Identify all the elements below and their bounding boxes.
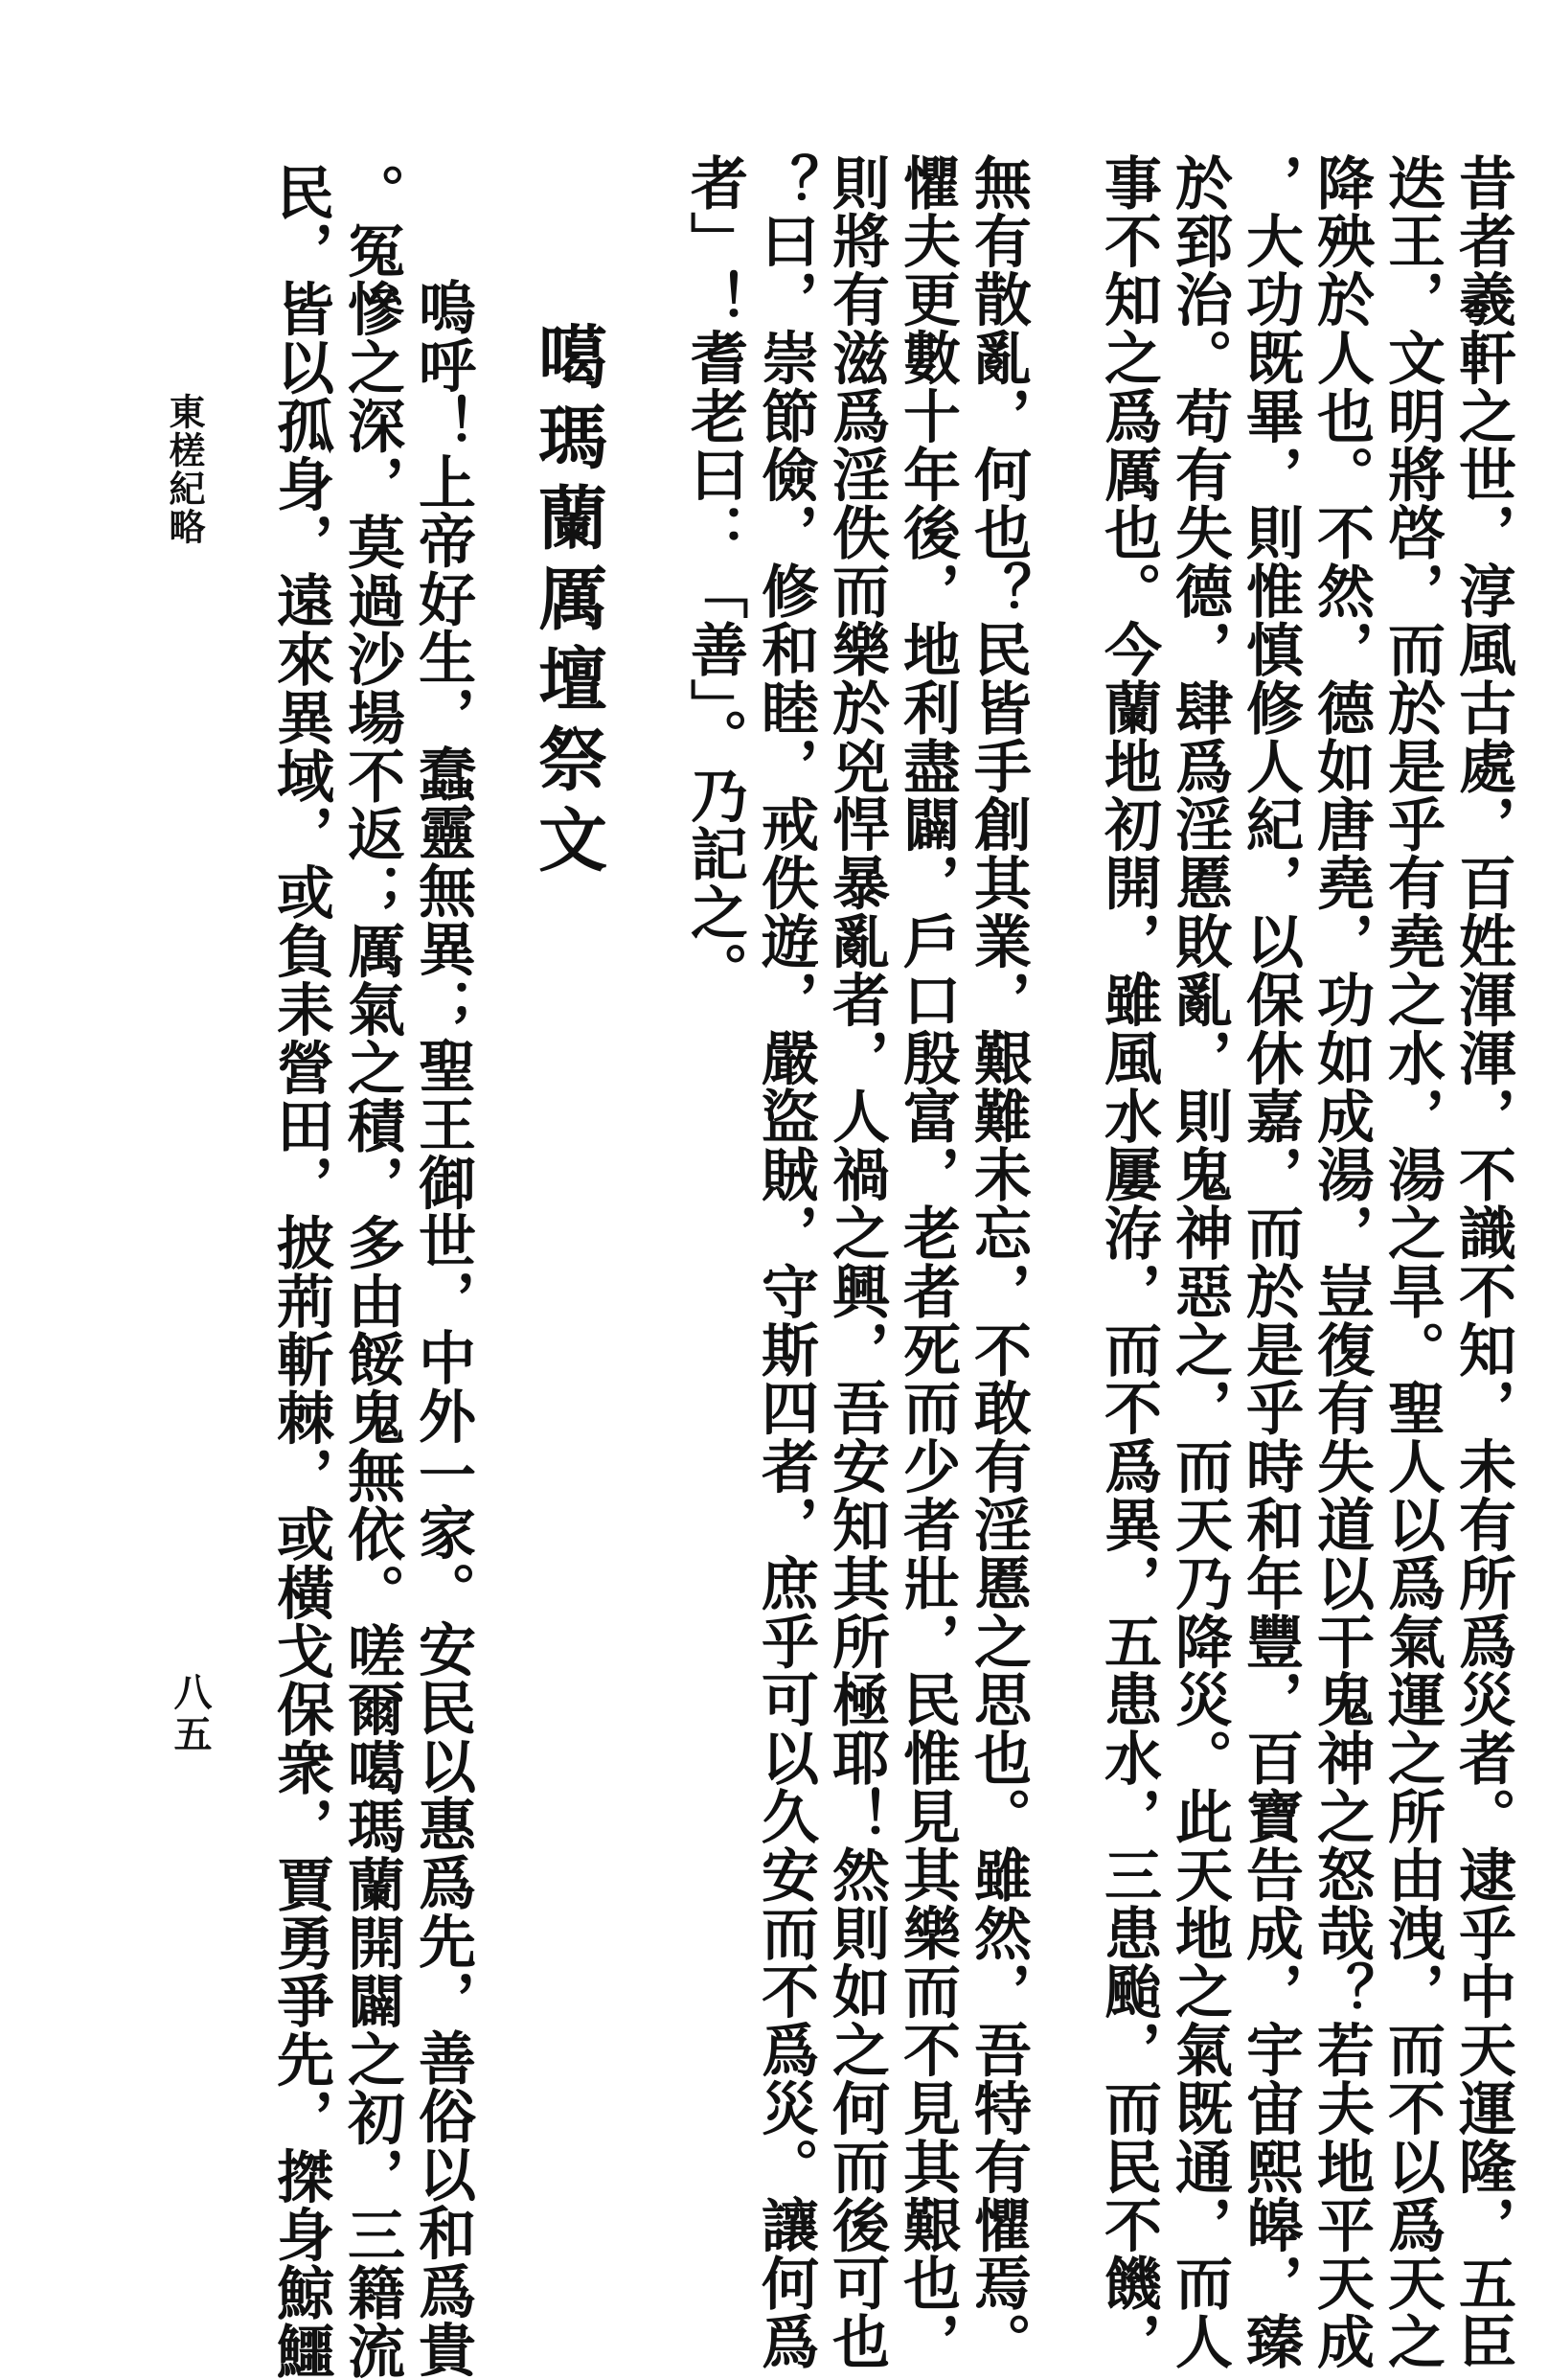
essay1-line-3: 降殃於人也。不然，德如唐堯，功如成湯，豈復有失道以干鬼神之怒哉？若夫地平天成 xyxy=(1308,153,1375,2371)
essay2-line-3: 民，皆以孤身，遠來異域，或負耒營田，披荊斬棘，或橫戈保衆，賈勇爭先，搩身鯨鱷 xyxy=(267,163,334,2380)
essay1-line-7: 無有散亂，何也？民皆手創其業，艱難未忘，不敢有淫慝之思也。雖然，吾特有懼焉。 xyxy=(965,153,1032,2371)
essay2-line-2: 。冤慘之深，莫過沙場不返；厲氣之積，多由餒鬼無依。嗟爾噶瑪蘭開闢之初，三籍流 xyxy=(338,163,405,2380)
essay1-line-1: 昔者羲軒之世，淳風古處，百姓渾渾，不識不知，未有所爲災者。逮乎中天運隆，五臣 xyxy=(1449,153,1516,2371)
essay2-title: 噶瑪蘭厲壇祭文 xyxy=(527,321,608,884)
essay1-line-11: 者」！耆老曰：「善」。乃記之。 xyxy=(681,153,748,1000)
essay1-line-5: 於郅治。苟有失德，肆爲淫慝敗亂，則鬼神惡之，而天乃降災。此天地之氣既通，而人 xyxy=(1166,153,1233,2371)
essay1-line-6: 事不知之爲厲也。今蘭地初開，雖風水屢洊，而不爲異，五患水，三患颱，而民不饑， xyxy=(1095,153,1162,2371)
running-header-title: 東槎紀略 xyxy=(163,393,205,546)
essay1-line-2: 迭王，文明將啓，而於是乎有堯之水，湯之旱。聖人以爲氣運之所由洩，而不以爲天之 xyxy=(1378,153,1446,2371)
page-number: 八五 xyxy=(168,1672,212,1756)
essay2-line-1: 嗚呼！上帝好生，蠢靈無異；聖王御世，中外一家。安民以惠爲先，善俗以和爲貴 xyxy=(409,278,476,2379)
essay1-line-8: 懼夫更數十年後，地利盡闢，戶口殷富，老者死而少者壯，民惟見其樂而不見其艱也， xyxy=(894,153,961,2371)
essay1-line-9: 則將有滋爲淫佚而樂於兇悍暴亂者，人禍之興，吾安知其所極耶！然則如之何而後可也 xyxy=(823,153,890,2371)
essay1-line-4: ，大功既畢，則惟慎修人紀，以保休嘉，而於是乎時和年豐，百寶告成，宇宙熙皞，臻 xyxy=(1237,153,1304,2371)
essay1-line-10: ？曰，崇節儉，修和睦，戒佚遊，嚴盜賊，守斯四者，庶乎可以久安而不爲災。讓何爲 xyxy=(752,153,819,2371)
